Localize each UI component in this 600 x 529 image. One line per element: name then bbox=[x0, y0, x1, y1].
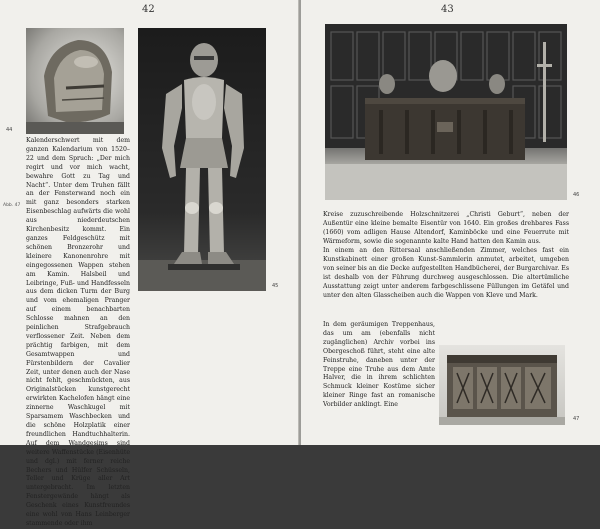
left-page bbox=[0, 0, 299, 527]
right-page bbox=[301, 0, 600, 445]
right-paragraph-3: In dem geräumigen Treppenhaus, das um am (ebenfalls nicht zugänglichen) Archiv vorbei ins Obergeschoß führt, steht eine alte Feinstruhe, daneben unter der Treppe eine Truhe aus dem Amte Halver, die in ihrem schlichten Schmuck kleiner Kostüme sicher kleiner Ringe fast an romanische Vorbilder anklingt. Eine bbox=[323, 321, 435, 409]
figure-number-45: 45 bbox=[272, 283, 279, 289]
left-text-narrow bbox=[26, 137, 130, 527]
right-text-top bbox=[323, 211, 569, 309]
right-paragraph-2: In einem an den Rittersaal anschließenden Zimmer, welches fast ein Kunstkabinett einer großen Kunst-Sammlerin anmutet, arbeitet, umgeben von seiner bis an die Decke aufgestellten Handbücherei, der Burgarchivar. Es ist deshalb von der Führung durchweg ausgeschlossen. Die altertümliche Ausstattung zeigt unter anderem farbgeschlissene Füllungen im Getäfel und unter den alten Glasscheiben auch die Wappen von Kleve und Mark. bbox=[323, 247, 569, 299]
helmet-illustration bbox=[26, 28, 124, 134]
right-paragraph-1: Kreise zuzuschreibende Holzschnitzerei „Christi Geburt“, neben der Außentür eine kleine bemalte Eisentür von 1640. Ein großes drehbares Fass (1660) vom adligen Hause Altendorf, Kaminböcke und eine Feuerrute mit Wärmeform, sowie die sogenannte kalte Hand hatten den Kamin aus. bbox=[323, 211, 569, 245]
armour-illustration bbox=[138, 28, 266, 291]
margin-note: Abb. 47 bbox=[3, 203, 21, 208]
hall-photo bbox=[325, 24, 567, 200]
armour-photo bbox=[138, 28, 266, 291]
right-text-bottom bbox=[323, 321, 435, 429]
helmet-photo bbox=[26, 28, 124, 134]
left-paragraph: Kalenderschwert mit dem ganzen Kalendarium von 1520–22 und dem Spruch: „Der mich regirt und vor mich wacht, bewahre Gott zu Tag und Nacht“. Unter dem Truhen fällt an der Fensterwand noch ein mit ganz besonders starken Eisenbeschlag aufwärts die wohl aus niederdeutschen Kirchenbesitz kommt. Ein ganzes Feldgeschütz mit schönen Bronzerohr und kleinere Kanonenrohre mit eingegossenen Wappen stehen am Kamin. Halsbeil und Leibringe, Fuß- und Handfesseln aus dem dicken Turm der Burg und vom ehemaligen Pranger auf einem benachbarten Schlosse mahnen an den peinlichen Strafgebrauch verflossener Zeit. Neben dem prächtig farbigen, mit dem Gesamtwappen und Fürstenbildern der Cavalier Zeit, unter denen auch der Nase nicht fehlt, geschmückten, aus Originalstücken kunstgerecht erwirkten Kachelofen hängt eine zinnerne Waschkugel mit Sparsamem Waschbecken und die schöne Holzplatik einer freundlichen Handtuchhalterin. Auf dem Wandgesims sind weitere Waffenstücke (Eisenhüte und dgl.) mit ferner reiche Bechers und Hülfer Schüsseln, Teller und Krüge aller Art untergebracht. Im letzten Fenstergewände hängt als Geschenk eines Kunstfreundes eine wohl von Hans Leinberger stammende oder ihm bbox=[26, 137, 130, 527]
hall-illustration bbox=[325, 24, 567, 200]
figure-number-47: 47 bbox=[573, 416, 580, 422]
page-number-left: 42 bbox=[142, 4, 155, 15]
chest-illustration bbox=[439, 345, 565, 425]
page-number-right: 43 bbox=[441, 4, 454, 15]
chest-photo bbox=[439, 345, 565, 425]
figure-number-46: 46 bbox=[573, 192, 580, 198]
figure-number-44: 44 bbox=[6, 127, 13, 133]
